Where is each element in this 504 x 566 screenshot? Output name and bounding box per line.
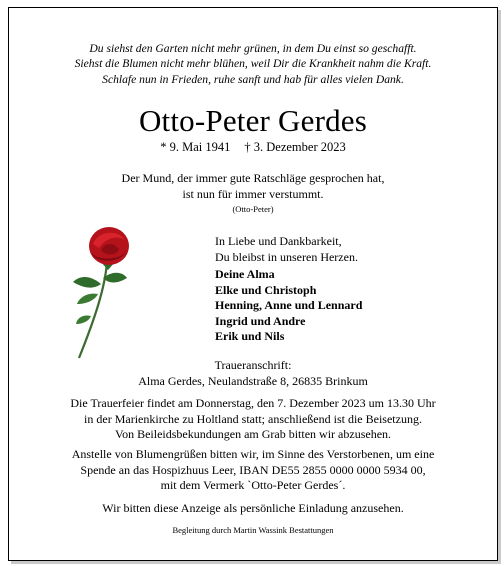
- family-list: [215, 267, 475, 345]
- birth-date: * 9. Mai 1941: [160, 140, 231, 154]
- address-label: Traueranschrift:: [214, 358, 292, 372]
- obituary-card: [8, 7, 498, 561]
- address-value: Alma Gerdes, Neulandstraße 8, 26835 Brinkum: [138, 373, 368, 388]
- death-date: † 3. Dezember 2023: [244, 140, 346, 154]
- rose-leaf-small: [76, 315, 91, 324]
- mourning-address: [9, 358, 497, 389]
- life-dates: [9, 139, 497, 155]
- dedication-line-1: In Liebe und Dankbarkeit,: [215, 234, 342, 248]
- poem: [9, 41, 497, 87]
- donation-request: [9, 447, 497, 494]
- quote-line-1: Der Mund, der immer gute Ratschläge gesprochen hat,: [121, 171, 385, 185]
- quote: [9, 171, 497, 202]
- rose-leaf-left-2: [77, 294, 98, 304]
- quote-line-2: ist nun für immer verstummt.: [182, 186, 324, 201]
- invitation-note: Wir bitten diese Anzeige als persönliche Einladung anzusehen.: [102, 501, 404, 515]
- deceased-name: Otto-Peter Gerdes: [138, 103, 368, 138]
- rose-stem: [79, 262, 107, 358]
- family-member: Erik und Nils: [215, 329, 285, 343]
- donation-line-1: Anstelle von Blumengrüßen bitten wir, im Sinne des Verstorbenen, um eine: [71, 447, 435, 461]
- rose-leaf-left: [73, 277, 101, 288]
- poem-line-1: Du siehst den Garten nicht mehr grünen, in dem Du einst so geschafft.: [89, 42, 417, 55]
- family-member: Elke und Christoph: [215, 282, 317, 297]
- dedication: [215, 234, 475, 265]
- dedication-line-2: Du bleibst in unseren Herzen.: [215, 249, 358, 264]
- poem-line-2: Siehst die Blumen nicht mehr blühen, weil Dir die Krankheit nahm die Kraft.: [74, 57, 432, 71]
- family-member: Ingrid und Andre: [215, 313, 306, 328]
- funeral-notice: [9, 396, 497, 427]
- rose-image: [61, 218, 161, 363]
- poem-line-3: Schlafe nun in Frieden, ruhe sanft und hab für alles vielen Dank.: [102, 72, 404, 86]
- donation-line-2: Spende an das Hospizhuus Leer, IBAN DE55 2855 0000 0000 5934 00,: [80, 462, 426, 477]
- undertaker-credit: Begleitung durch Martin Wassink Bestattungen: [172, 525, 334, 535]
- quote-author: (Otto-Peter): [232, 204, 274, 214]
- donation-line-3: mit dem Vermerk `Otto-Peter Gerdes´.: [160, 478, 346, 492]
- funeral-line-1: Die Trauerfeier findet am Donnerstag, den 7. Dezember 2023 um 13.30 Uhr: [70, 396, 436, 410]
- condolence-note: Von Beileidsbekundungen am Grab bitten wir abzusehen.: [114, 427, 392, 441]
- family-member: Henning, Anne und Lennard: [215, 298, 363, 312]
- funeral-line-2: in der Marienkirche zu Holtland statt; anschließend ist die Beisetzung.: [84, 411, 422, 426]
- family-member: Deine Alma: [215, 267, 275, 281]
